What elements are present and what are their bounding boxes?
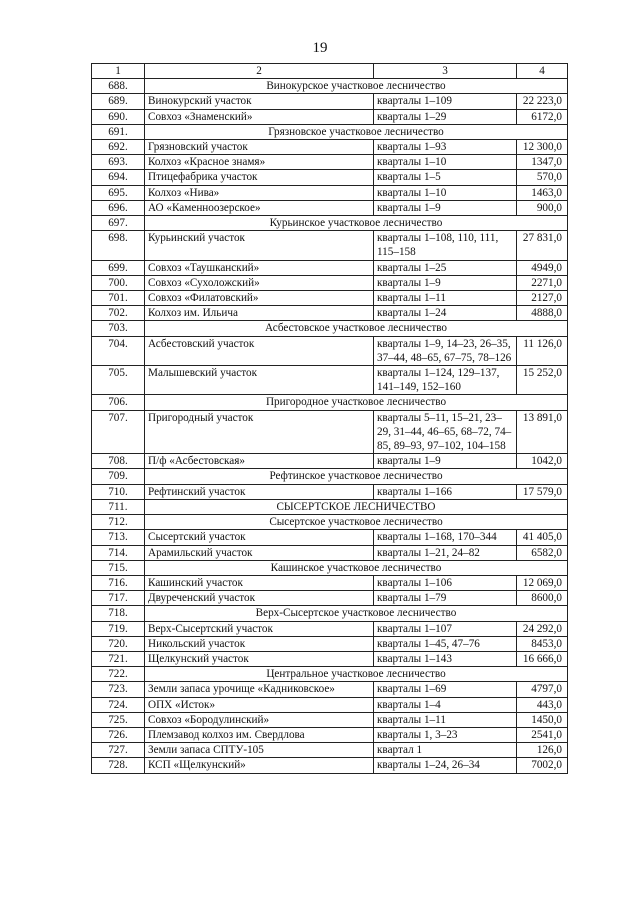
- forest-blocks: кварталы 1–107: [374, 621, 517, 636]
- area-value: 1450,0: [517, 712, 568, 727]
- area-value: 8600,0: [517, 591, 568, 606]
- area-value: 12 300,0: [517, 140, 568, 155]
- row-number: 710.: [92, 484, 145, 499]
- row-number: 718.: [92, 606, 145, 621]
- row-number: 694.: [92, 170, 145, 185]
- plot-name: Совхоз «Филатовский»: [145, 291, 374, 306]
- row-number: 720.: [92, 636, 145, 651]
- table-row: [92, 530, 568, 545]
- forest-blocks: кварталы 1, 3–23: [374, 727, 517, 742]
- table-row: [92, 275, 568, 290]
- table-row: [92, 758, 568, 773]
- area-value: 126,0: [517, 743, 568, 758]
- forest-blocks: кварталы 1–79: [374, 591, 517, 606]
- row-number: 725.: [92, 712, 145, 727]
- plot-name: Курьинский участок: [145, 231, 374, 260]
- table-row: [92, 306, 568, 321]
- area-value: 2127,0: [517, 291, 568, 306]
- area-value: 1347,0: [517, 155, 568, 170]
- plot-name: Колхоз им. Ильича: [145, 306, 374, 321]
- table-row: [92, 743, 568, 758]
- row-number: 724.: [92, 697, 145, 712]
- section-title: Центральное участковое лесничество: [145, 667, 568, 682]
- area-value: 2541,0: [517, 727, 568, 742]
- row-number: 697.: [92, 216, 145, 231]
- section-title: Курьинское участковое лесничество: [145, 216, 568, 231]
- forest-blocks: кварталы 1–124, 129–137, 141–149, 152–160: [374, 366, 517, 395]
- row-number: 693.: [92, 155, 145, 170]
- forest-blocks: кварталы 1–93: [374, 140, 517, 155]
- section-title: СЫСЕРТСКОЕ ЛЕСНИЧЕСТВО: [145, 499, 568, 514]
- area-value: 6582,0: [517, 545, 568, 560]
- section-row: [92, 469, 568, 484]
- table-row: [92, 200, 568, 215]
- plot-name: Рефтинский участок: [145, 484, 374, 499]
- row-number: 714.: [92, 545, 145, 560]
- forest-blocks: кварталы 1–9: [374, 200, 517, 215]
- forest-blocks: кварталы 1–21, 24–82: [374, 545, 517, 560]
- area-value: 11 126,0: [517, 336, 568, 365]
- row-number: 702.: [92, 306, 145, 321]
- page-number: 19: [312, 40, 328, 56]
- forest-blocks: кварталы 1–24, 26–34: [374, 758, 517, 773]
- section-title: Сысертское участковое лесничество: [145, 515, 568, 530]
- plot-name: Племзавод колхоз им. Свердлова: [145, 727, 374, 742]
- table-row: [92, 366, 568, 395]
- table-row: [92, 140, 568, 155]
- table-row: [92, 291, 568, 306]
- row-number: 715.: [92, 560, 145, 575]
- area-value: 6172,0: [517, 109, 568, 124]
- forest-blocks: кварталы 1–11: [374, 712, 517, 727]
- row-number: 726.: [92, 727, 145, 742]
- area-value: 27 831,0: [517, 231, 568, 260]
- area-value: 900,0: [517, 200, 568, 215]
- table-row: [92, 109, 568, 124]
- row-number: 698.: [92, 231, 145, 260]
- area-value: 1463,0: [517, 185, 568, 200]
- plot-name: Кашинский участок: [145, 575, 374, 590]
- column-header: 3: [374, 64, 517, 79]
- plot-name: Грязновский участок: [145, 140, 374, 155]
- table-row: [92, 185, 568, 200]
- plot-name: Арамильский участок: [145, 545, 374, 560]
- section-title: Грязновское участковое лесничество: [145, 124, 568, 139]
- section-row: [92, 499, 568, 514]
- row-number: 709.: [92, 469, 145, 484]
- plot-name: Малышевский участок: [145, 366, 374, 395]
- area-value: 4797,0: [517, 682, 568, 697]
- table-row: [92, 575, 568, 590]
- forest-blocks: кварталы 1–9, 14–23, 26–35, 37–44, 48–65, 67–75, 78–126: [374, 336, 517, 365]
- forest-blocks: кварталы 1–10: [374, 185, 517, 200]
- section-title: Пригородное участковое лесничество: [145, 395, 568, 410]
- table-row: [92, 727, 568, 742]
- plot-name: Совхоз «Таушканский»: [145, 260, 374, 275]
- table-row: [92, 231, 568, 260]
- plot-name: Колхоз «Красное знамя»: [145, 155, 374, 170]
- row-number: 689.: [92, 94, 145, 109]
- plot-name: Совхоз «Бородулинский»: [145, 712, 374, 727]
- row-number: 692.: [92, 140, 145, 155]
- forestry-table: [91, 63, 568, 774]
- column-header: 1: [92, 64, 145, 79]
- row-number: 700.: [92, 275, 145, 290]
- plot-name: Верх-Сысертский участок: [145, 621, 374, 636]
- area-value: 4888,0: [517, 306, 568, 321]
- row-number: 703.: [92, 321, 145, 336]
- forest-blocks: кварталы 1–106: [374, 575, 517, 590]
- table-row: [92, 170, 568, 185]
- table-row: [92, 636, 568, 651]
- plot-name: ОПХ «Исток»: [145, 697, 374, 712]
- forest-blocks: кварталы 1–11: [374, 291, 517, 306]
- row-number: 712.: [92, 515, 145, 530]
- section-title: Асбестовское участковое лесничество: [145, 321, 568, 336]
- section-row: [92, 124, 568, 139]
- forest-blocks: кварталы 5–11, 15–21, 23–29, 31–44, 46–65, 68–72, 74–85, 89–93, 97–102, 104–158: [374, 410, 517, 454]
- forest-blocks: кварталы 1–166: [374, 484, 517, 499]
- forest-blocks: кварталы 1–25: [374, 260, 517, 275]
- table-row: [92, 545, 568, 560]
- table-row: [92, 454, 568, 469]
- plot-name: Сысертский участок: [145, 530, 374, 545]
- row-number: 691.: [92, 124, 145, 139]
- table-row: [92, 697, 568, 712]
- section-title: Кашинское участковое лесничество: [145, 560, 568, 575]
- section-row: [92, 560, 568, 575]
- forest-blocks: кварталы 1–109: [374, 94, 517, 109]
- table-row: [92, 155, 568, 170]
- plot-name: Винокурский участок: [145, 94, 374, 109]
- row-number: 695.: [92, 185, 145, 200]
- plot-name: Земли запаса СПТУ-105: [145, 743, 374, 758]
- table-row: [92, 336, 568, 365]
- plot-name: Щелкунский участок: [145, 651, 374, 666]
- section-title: Рефтинское участковое лесничество: [145, 469, 568, 484]
- area-value: 7002,0: [517, 758, 568, 773]
- row-number: 706.: [92, 395, 145, 410]
- row-number: 701.: [92, 291, 145, 306]
- section-row: [92, 667, 568, 682]
- plot-name: АО «Каменноозерское»: [145, 200, 374, 215]
- table-header-row: [92, 64, 568, 79]
- row-number: 721.: [92, 651, 145, 666]
- area-value: 13 891,0: [517, 410, 568, 454]
- row-number: 719.: [92, 621, 145, 636]
- row-number: 713.: [92, 530, 145, 545]
- table-row: [92, 682, 568, 697]
- plot-name: КСП «Щелкунский»: [145, 758, 374, 773]
- row-number: 728.: [92, 758, 145, 773]
- forest-blocks: кварталы 1–9: [374, 454, 517, 469]
- table-row: [92, 484, 568, 499]
- table-row: [92, 410, 568, 454]
- row-number: 699.: [92, 260, 145, 275]
- row-number: 688.: [92, 79, 145, 94]
- row-number: 727.: [92, 743, 145, 758]
- row-number: 723.: [92, 682, 145, 697]
- plot-name: Птицефабрика участок: [145, 170, 374, 185]
- area-value: 570,0: [517, 170, 568, 185]
- section-row: [92, 515, 568, 530]
- area-value: 2271,0: [517, 275, 568, 290]
- row-number: 708.: [92, 454, 145, 469]
- section-row: [92, 216, 568, 231]
- section-row: [92, 79, 568, 94]
- area-value: 8453,0: [517, 636, 568, 651]
- row-number: 690.: [92, 109, 145, 124]
- area-value: 4949,0: [517, 260, 568, 275]
- row-number: 704.: [92, 336, 145, 365]
- row-number: 716.: [92, 575, 145, 590]
- area-value: 41 405,0: [517, 530, 568, 545]
- plot-name: Колхоз «Нива»: [145, 185, 374, 200]
- plot-name: Земли запаса урочище «Кадниковское»: [145, 682, 374, 697]
- table-row: [92, 260, 568, 275]
- row-number: 696.: [92, 200, 145, 215]
- forest-blocks: кварталы 1–9: [374, 275, 517, 290]
- area-value: 22 223,0: [517, 94, 568, 109]
- section-title: Верх-Сысертское участковое лесничество: [145, 606, 568, 621]
- forest-blocks: кварталы 1–24: [374, 306, 517, 321]
- row-number: 717.: [92, 591, 145, 606]
- section-row: [92, 395, 568, 410]
- table-row: [92, 651, 568, 666]
- column-header: 4: [517, 64, 568, 79]
- forest-blocks: кварталы 1–29: [374, 109, 517, 124]
- row-number: 705.: [92, 366, 145, 395]
- forest-blocks: квартал 1: [374, 743, 517, 758]
- plot-name: Асбестовский участок: [145, 336, 374, 365]
- area-value: 15 252,0: [517, 366, 568, 395]
- row-number: 711.: [92, 499, 145, 514]
- plot-name: Совхоз «Знаменский»: [145, 109, 374, 124]
- area-value: 24 292,0: [517, 621, 568, 636]
- area-value: 12 069,0: [517, 575, 568, 590]
- forest-blocks: кварталы 1–10: [374, 155, 517, 170]
- row-number: 707.: [92, 410, 145, 454]
- table-row: [92, 591, 568, 606]
- table-row: [92, 712, 568, 727]
- area-value: 16 666,0: [517, 651, 568, 666]
- section-title: Винокурское участковое лесничество: [145, 79, 568, 94]
- area-value: 1042,0: [517, 454, 568, 469]
- plot-name: П/ф «Асбестовская»: [145, 454, 374, 469]
- forest-blocks: кварталы 1–5: [374, 170, 517, 185]
- column-header: 2: [145, 64, 374, 79]
- section-row: [92, 321, 568, 336]
- row-number: 722.: [92, 667, 145, 682]
- plot-name: Двуреченский участок: [145, 591, 374, 606]
- section-row: [92, 606, 568, 621]
- area-value: 17 579,0: [517, 484, 568, 499]
- plot-name: Никольский участок: [145, 636, 374, 651]
- table-row: [92, 621, 568, 636]
- forest-blocks: кварталы 1–4: [374, 697, 517, 712]
- area-value: 443,0: [517, 697, 568, 712]
- plot-name: Пригородный участок: [145, 410, 374, 454]
- forest-blocks: кварталы 1–143: [374, 651, 517, 666]
- forest-blocks: кварталы 1–69: [374, 682, 517, 697]
- forest-blocks: кварталы 1–45, 47–76: [374, 636, 517, 651]
- forest-blocks: кварталы 1–168, 170–344: [374, 530, 517, 545]
- forest-blocks: кварталы 1–108, 110, 111, 115–158: [374, 231, 517, 260]
- table-row: [92, 94, 568, 109]
- plot-name: Совхоз «Сухоложский»: [145, 275, 374, 290]
